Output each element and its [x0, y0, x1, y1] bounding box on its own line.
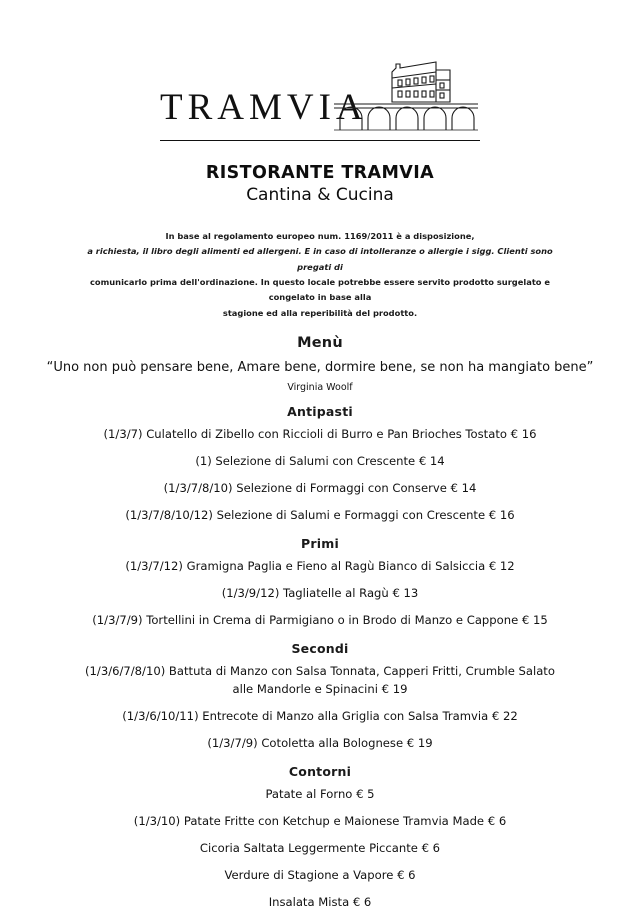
menu-item: (1/3/6/7/8/10) Battuta di Manzo con Salsa Tonnata, Capperi Fritti, Crumble Salato alle Mandorle e Spinacini € 19: [85, 663, 555, 696]
menu-item: Verdure di Stagione a Vapore € 6: [224, 867, 416, 882]
menu-item: (1/3/7/12) Gramigna Paglia e Fieno al Ragù Bianco di Salsiccia € 12: [125, 558, 515, 573]
menu-item: (1/3/7) Culatello di Zibello con Riccioli di Burro e Pan Brioches Tostato € 16: [103, 427, 537, 442]
restaurant-name: RISTORANTE TRAMVIA: [205, 163, 435, 183]
menu-quote-author: Virginia Woolf: [287, 382, 353, 394]
logo: [160, 58, 480, 153]
menu-item: Cicoria Saltata Leggermente Piccante € 6: [199, 840, 441, 855]
menu-item: (1/3/7/9) Tortellini in Crema di Parmigiano o in Brodo di Manzo e Cappone € 15: [92, 612, 548, 627]
logo-wordmark: TRAMVIA: [160, 87, 368, 128]
section-title: Contorni: [288, 763, 352, 779]
restaurant-subtitle: Cantina & Cucina: [246, 185, 394, 205]
menu-title: Menù: [297, 335, 343, 352]
menu-section-contorni: [46, 764, 594, 912]
menu-item: (1) Selezione di Salumi con Crescente € 14: [195, 454, 445, 469]
bridge-building-illustration-icon: [332, 58, 480, 142]
legal-note-line-1: In base al regolamento europeo num. 1169/2011 è a disposizione,: [165, 231, 475, 241]
section-title: Primi: [301, 535, 339, 551]
menu-item: Insalata Mista € 6: [268, 894, 372, 909]
legal-note-line-3: comunicarlo prima dell'ordinazione. In questo locale potrebbe essere servito prodotto surgelato e congelato in base alla: [90, 277, 550, 303]
menu-item: (1/3/7/9) Cotoletta alla Bolognese € 19: [207, 735, 433, 750]
menu-quote: “Uno non può pensare bene, Amare bene, dormire bene, se non ha mangiato bene”: [46, 360, 594, 376]
legal-note-line-2: a richiesta, il libro degli alimenti ed allergeni. E in caso di intolleranze o allergie i sigg. Clienti sono pregati di: [87, 246, 553, 272]
logo-block: [46, 0, 594, 153]
menu-item: (1/3/7/8/10/12) Selezione di Salumi e Formaggi con Crescente € 16: [125, 507, 515, 522]
menu-item: Patate al Forno € 5: [265, 786, 375, 801]
menu-item: (1/3/6/10/11) Entrecote di Manzo alla Griglia con Salsa Tramvia € 22: [122, 708, 518, 723]
menu-section-secondi: [46, 641, 594, 753]
menu-section-primi: [46, 536, 594, 630]
section-title: Secondi: [291, 640, 349, 656]
section-title: Antipasti: [287, 404, 353, 420]
menu-section-antipasti: [46, 404, 594, 525]
legal-note-line-4: stagione ed alla reperibilità del prodotto.: [222, 307, 418, 318]
menu-item: (1/3/9/12) Tagliatelle al Ragù € 13: [221, 585, 419, 600]
legal-note: [46, 229, 594, 321]
menu-item: (1/3/7/8/10) Selezione di Formaggi con Conserve € 14: [163, 481, 477, 495]
menu-item: (1/3/10) Patate Fritte con Ketchup e Maionese Tramvia Made € 6: [133, 813, 507, 828]
